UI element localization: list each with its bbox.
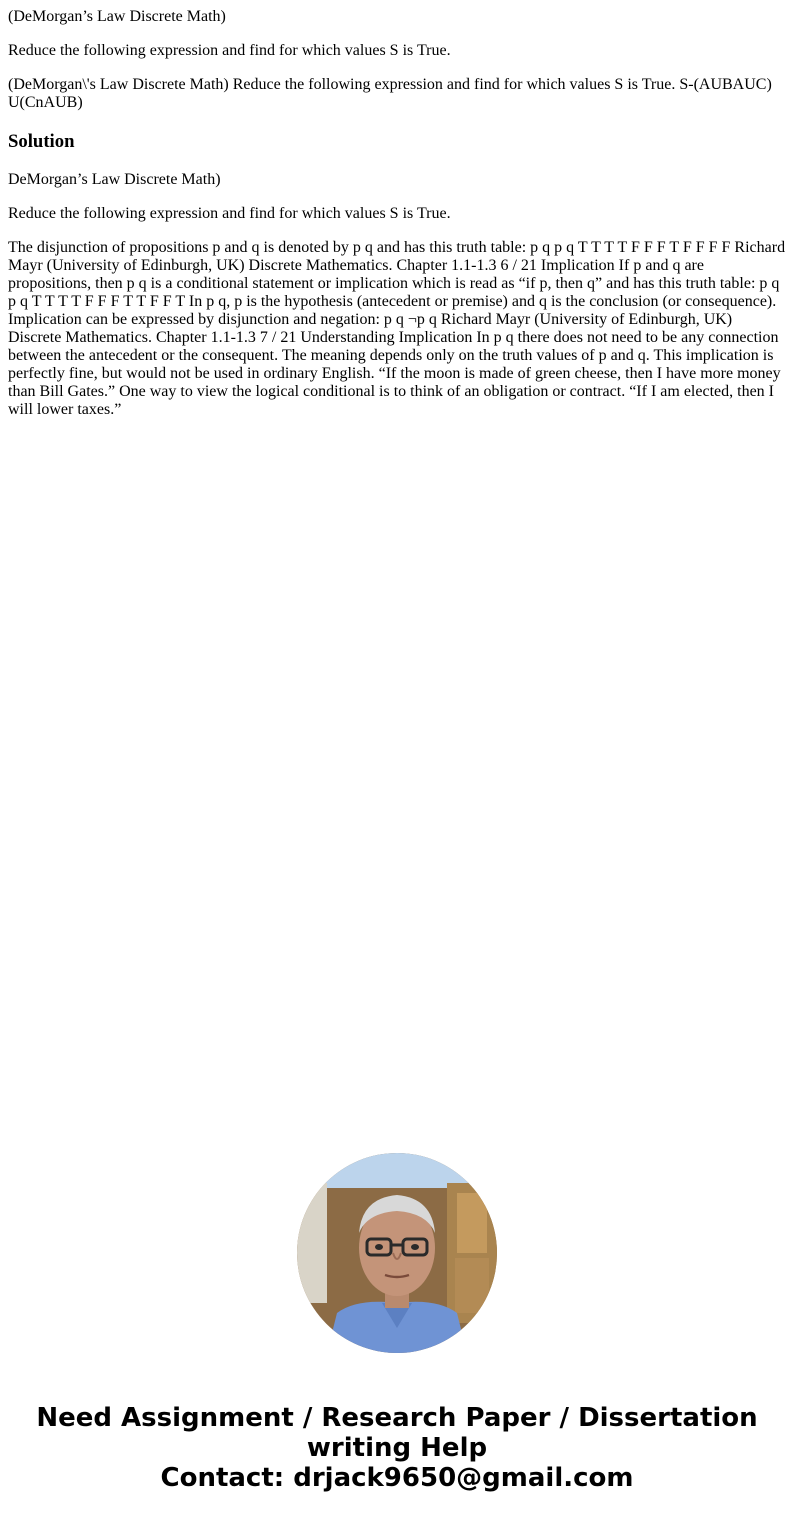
promo-banner <box>0 1403 794 1493</box>
promo-contact: Contact: drjack9650@gmail.com <box>160 1463 634 1493</box>
solution-heading: Solution <box>8 131 75 152</box>
promo-line-1: Need Assignment / Research Paper / Dissertation <box>36 1403 758 1433</box>
solution-line-2: Reduce the following expression and find for which values S is True. <box>8 205 451 222</box>
author-avatar <box>297 1153 497 1353</box>
question-full-text: (DeMorgan\'s Law Discrete Math) Reduce the following expression and find for which values S is True. S-(AUBAUC) U(CnAUB) <box>8 76 772 111</box>
promo-line-2: writing Help <box>306 1433 488 1463</box>
question-title: (DeMorgan’s Law Discrete Math) <box>8 8 226 25</box>
solution-line-1: DeMorgan’s Law Discrete Math) <box>8 171 221 188</box>
solution-body: The disjunction of propositions p and q is denoted by p q and has this truth table: p q p q T T T T F F F T F F F F Richard Mayr (University of Edinburgh, UK) Discrete Mathematics. Chapter 1.1-1.3 6 / 21 Implication If p and q are propositions, then p q is a conditional statement or implication which is read as “if p, then q” and has this truth table: p q p q T T T T F F F T T F F T In p q, p is the hypothesis (antecedent or premise) and q is the conclusion (or consequence). Implication can be expressed by disjunction and negation: p q ¬p q Richard Mayr (University of Edinburgh, UK) Discrete Mathematics. Chapter 1.1-1.3 7 / 21 Understanding Implication In p q there does not need to be any connection between the antecedent or the consequent. The meaning depends only on the truth values of p and q. This implication is perfectly fine, but would not be used in ordinary English. “If the moon is made of green cheese, then I have more money than Bill Gates.” One way to view the logical conditional is to think of an obligation or contract. “If I am elected, then I will lower taxes.” <box>8 239 786 418</box>
question-instruction: Reduce the following expression and find for which values S is True. <box>8 42 451 59</box>
avatar-portrait <box>297 1153 497 1353</box>
